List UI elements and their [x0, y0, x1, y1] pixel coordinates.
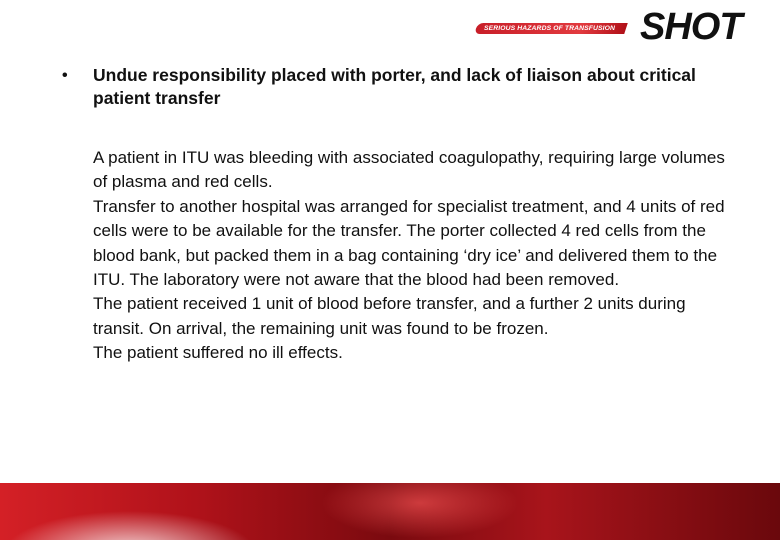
paragraph-2: Transfer to another hospital was arranged for specialist treatment, and 4 units of red cells were to be available for the transfer. The porter collected 4 red cells from the blood bank, but packed them in a bag containing ‘dry ice’ and delivered them to the ITU. The laboratory were not aware that the blood had been removed.	[93, 196, 725, 290]
logo-wordmark: SHOT	[640, 6, 742, 48]
case-description	[93, 146, 733, 366]
shot-logo	[476, 8, 766, 48]
paragraph-4: The patient suffered no ill effects.	[93, 343, 343, 363]
logo-tagline: SERIOUS HAZARDS OF TRANSFUSION	[484, 25, 616, 32]
paragraph-1: A patient in ITU was bleeding with associated coagulopathy, requiring large volumes of plasma and red cells.	[93, 148, 725, 192]
footer-decorative-band	[0, 483, 780, 540]
bullet-marker: •	[62, 67, 68, 84]
slide-heading: Undue responsibility placed with porter, and lack of liaison about critical patient transfer	[93, 65, 696, 108]
paragraph-3: The patient received 1 unit of blood before transfer, and a further 2 units during transit. On arrival, the remaining unit was found to be frozen.	[93, 294, 686, 338]
